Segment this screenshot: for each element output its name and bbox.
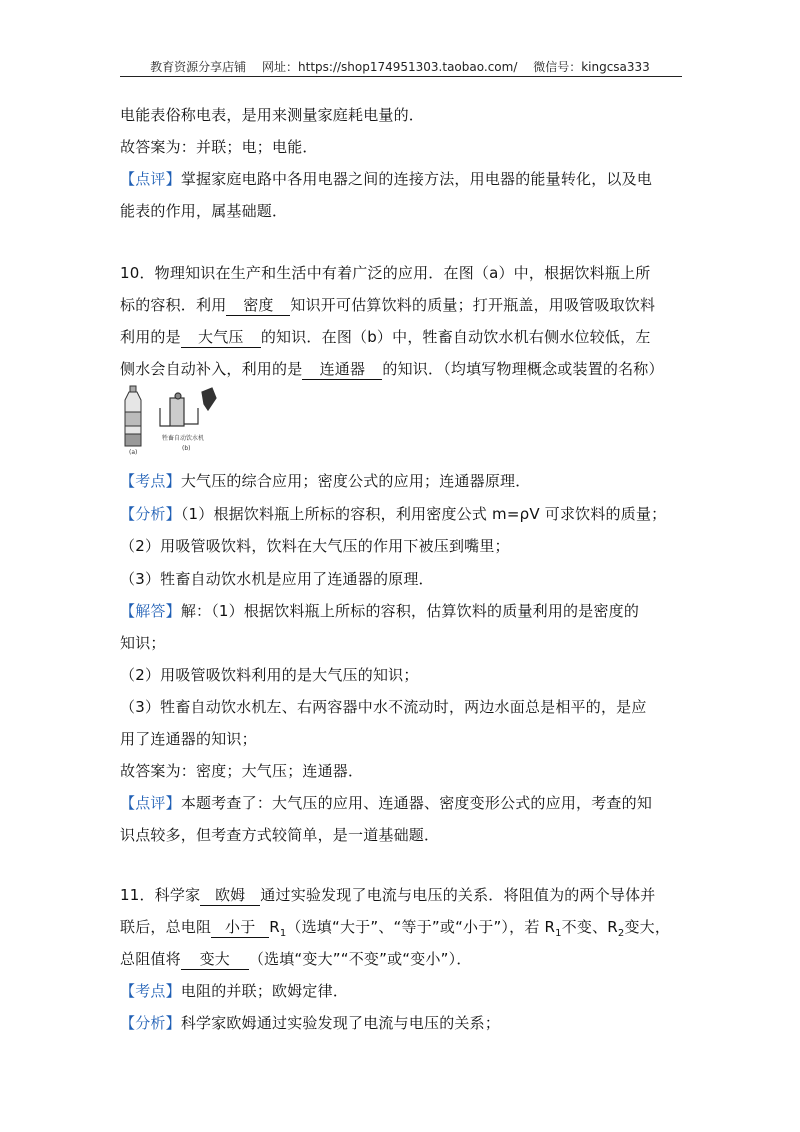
q11-kaodian: 【考点】电阻的并联；欧姆定律． bbox=[120, 982, 349, 1000]
jieda-tag: 【解答】 bbox=[120, 602, 181, 620]
kaodian-tag: 【考点】 bbox=[120, 472, 181, 490]
fig-caption: 牲畜自动饮水机 bbox=[162, 435, 205, 442]
q11-line2: 联后，总电阻 小于 $R_1$（选填“大于”、“等于”或“小于”），若 $R_1$不变、$R_2$变大， bbox=[120, 918, 671, 939]
prev-answer: 故答案为：并联；电；电能． bbox=[120, 138, 318, 156]
q10-line3: 利用的是 大气压 的知识．在图（b）中，牲畜自动饮水机右侧水位较低，左 bbox=[120, 328, 651, 346]
q10-jieda: 【解答】解：（1）根据饮料瓶上所标的容积，估算饮料的质量利用的是密度的 bbox=[120, 602, 640, 620]
dianping-tag: 【点评】 bbox=[120, 794, 181, 812]
fenxi-tag: 【分析】 bbox=[120, 1014, 181, 1032]
page-header bbox=[120, 58, 680, 75]
kaodian-tag: 【考点】 bbox=[120, 982, 181, 1000]
q10-answer: 故答案为：密度；大气压；连通器． bbox=[120, 762, 364, 780]
q10-jieda-4: （3）牲畜自动饮水机左、右两容器中水不流动时，两边水面总是相平的，是应 bbox=[120, 698, 647, 716]
header-rule bbox=[120, 76, 682, 77]
q10-line2: 标的容积．利用 密度 知识开可估算饮料的质量；打开瓶盖，用吸管吸取饮料 bbox=[120, 296, 656, 314]
q10-line4: 侧水会自动补入，利用的是 连通器 的知识．（均填写物理概念或装置的名称） bbox=[120, 360, 664, 378]
q11-line1: 11．科学家 欧姆 通过实验发现了电流与电压的关系．将阻值为的两个导体并 bbox=[120, 886, 656, 904]
q11-blank-resistance: 小于 bbox=[211, 916, 269, 938]
q10-dianping: 【点评】本题考查了：大气压的应用、连通器、密度变形公式的应用，考查的知 bbox=[120, 794, 653, 812]
q10-blank-density: 密度 bbox=[226, 294, 290, 316]
shop-name: 教育资源分享店铺 bbox=[150, 60, 247, 74]
wechat-id: 微信号：kingcsa333 bbox=[533, 60, 650, 74]
q10-blank-pressure: 大气压 bbox=[181, 326, 261, 348]
fig-label-a: (a) bbox=[129, 449, 138, 456]
q10-fenxi-3: （3）牲畜自动饮水机是应用了连通器的原理． bbox=[120, 570, 434, 588]
water-trough-illustration bbox=[160, 388, 216, 426]
prev-text-line: 电能表俗称电表，是用来测量家庭耗电量的． bbox=[120, 106, 425, 124]
fig-label-b: (b) bbox=[182, 445, 191, 452]
q10-figure bbox=[120, 384, 220, 456]
q10-fenxi-2: （2）用吸管吸饮料，饮料在大气压的作用下被压到嘴里； bbox=[120, 537, 510, 555]
q11-blank-scientist: 欧姆 bbox=[200, 884, 260, 906]
q11-line3: 总阻值将 变大 （选填“变大”“不变”或“变小”）． bbox=[120, 950, 472, 968]
fenxi-tag: 【分析】 bbox=[120, 505, 181, 523]
q11-fenxi: 【分析】科学家欧姆通过实验发现了电流与电压的关系； bbox=[120, 1014, 501, 1032]
q10-dianping-2: 识点较多，但考查方式较简单，是一道基础题． bbox=[120, 826, 440, 844]
q10-line1: 10．物理知识在生产和生活中有着广泛的应用．在图（a）中，根据饮料瓶上所 bbox=[120, 264, 651, 282]
q10-kaodian: 【考点】大气压的综合应用；密度公式的应用；连通器原理． bbox=[120, 472, 531, 490]
prev-comment-cont: 能表的作用，属基础题． bbox=[120, 202, 288, 220]
q10-jieda-2: 知识； bbox=[120, 634, 166, 652]
shop-url[interactable]: 网址：https://shop174951303.taobao.com/ bbox=[262, 60, 518, 74]
q10-jieda-3: （2）用吸管吸饮料利用的是大气压的知识； bbox=[120, 666, 419, 684]
q10-jieda-5: 用了连通器的知识； bbox=[120, 730, 257, 748]
q11-blank-change: 变大 bbox=[181, 948, 249, 970]
comment-text: 掌握家庭电路中各用电器之间的连接方法，用电器的能量转化，以及电 bbox=[180, 170, 653, 188]
bottle-illustration bbox=[125, 386, 141, 446]
prev-comment bbox=[120, 168, 652, 189]
q10-fenxi: 【分析】（1）根据饮料瓶上所标的容积，利用密度公式 m=ρV 可求饮料的质量； bbox=[120, 505, 667, 523]
comment-tag: 【点评】 bbox=[120, 170, 181, 188]
q10-blank-connector: 连通器 bbox=[302, 358, 382, 380]
